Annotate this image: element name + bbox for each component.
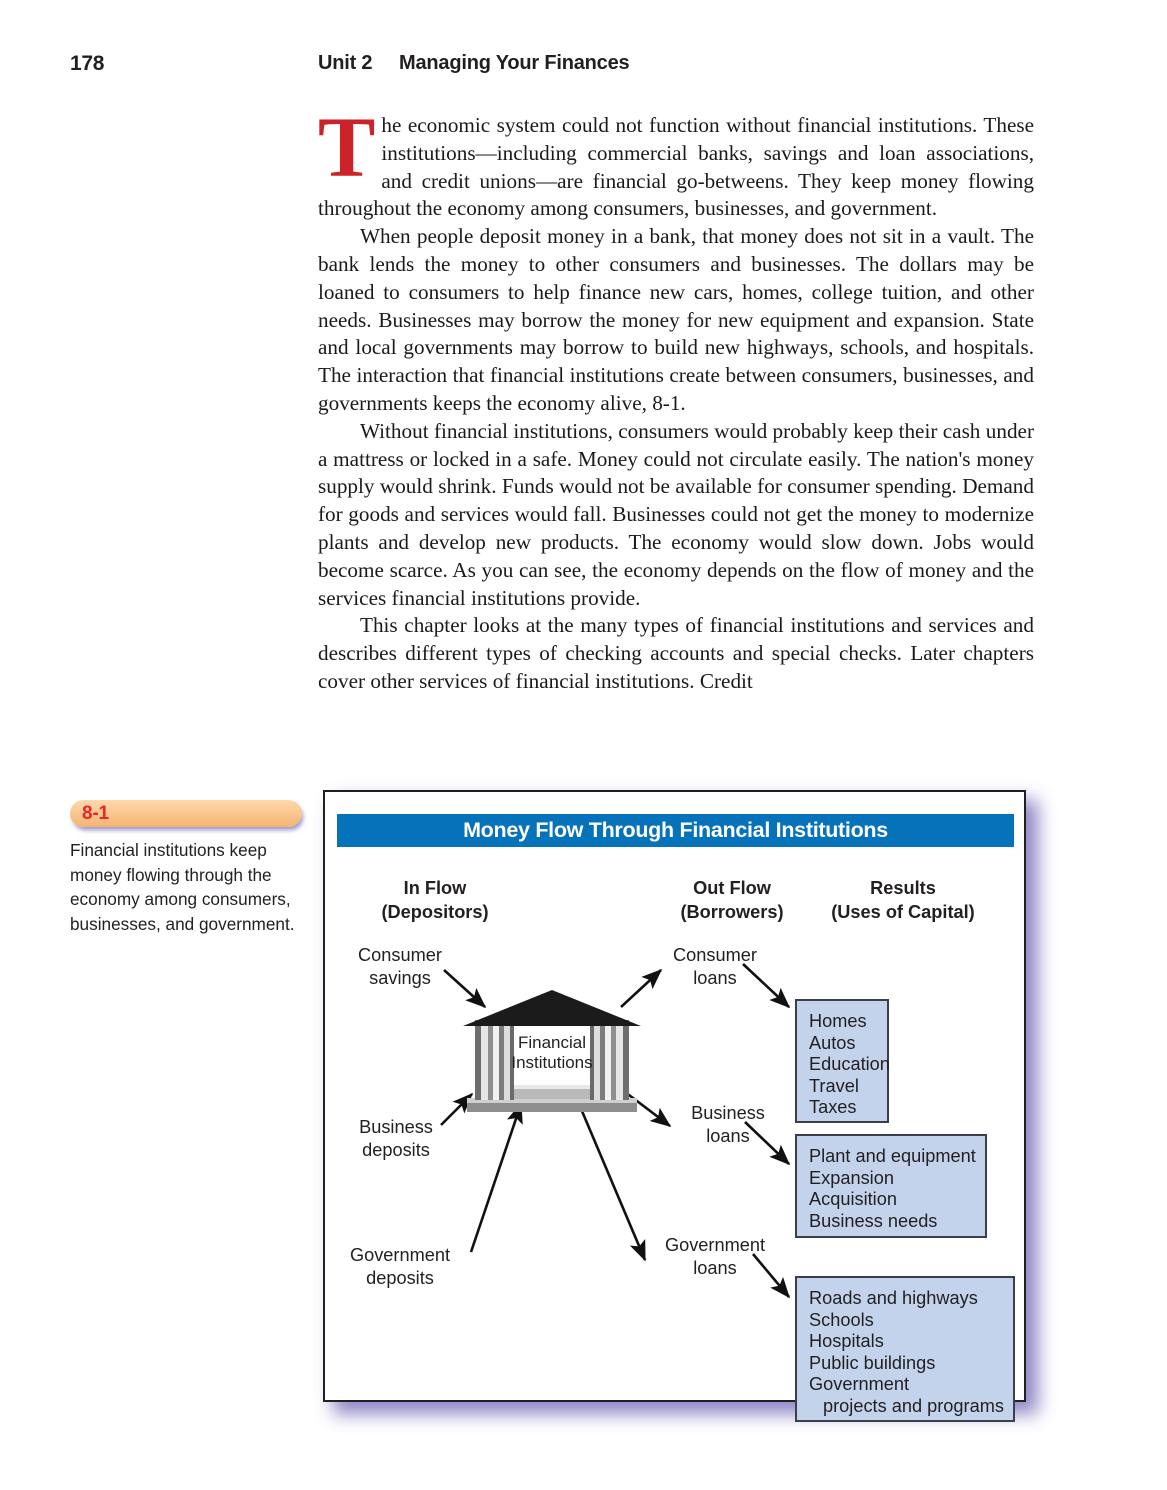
- running-head-title: Managing Your Finances: [399, 52, 630, 74]
- flow-label-business-deposits: [331, 1116, 461, 1162]
- figure-frame: [323, 790, 1026, 1416]
- result-item: Autos: [809, 1032, 856, 1053]
- result-item: Schools: [809, 1309, 874, 1330]
- flow-label-consumer-savings-line1: Consumer: [358, 945, 442, 965]
- column-head-results-line1: Results: [870, 878, 936, 898]
- financial-institution-building-icon: [459, 984, 645, 1116]
- paragraph-4: This chapter looks at the many types of financial institutions and services and describes different types of checking accounts and special checks. Later chapters cover other services of financial institutions. Credit: [318, 613, 1034, 693]
- flow-label-government-deposits-line1: Government: [349, 1245, 451, 1265]
- flow-label-business-loans-line2: loans: [706, 1126, 750, 1146]
- column-head-in-flow-line2: (Depositors): [381, 902, 489, 922]
- result-item: Public buildings: [809, 1352, 936, 1373]
- arrow-government-deposits: [471, 1104, 521, 1252]
- flow-label-business-loans-line1: Business: [691, 1103, 765, 1123]
- building-left-columns: [475, 1020, 514, 1100]
- result-item: Roads and highways: [809, 1288, 978, 1308]
- column-head-out-flow-line2: (Borrowers): [680, 902, 784, 922]
- body-column: [318, 99, 1034, 696]
- flow-label-consumer-savings-line2: savings: [369, 968, 431, 988]
- result-item: Education: [809, 1054, 890, 1074]
- running-head: [0, 52, 1167, 82]
- center-node-line1: Financial: [517, 1033, 587, 1052]
- flow-label-government-loans: [645, 1234, 785, 1280]
- flow-label-government-deposits-line2: deposits: [366, 1268, 434, 1288]
- page-number: 178: [70, 52, 105, 75]
- column-head-in-flow-line1: In Flow: [403, 878, 467, 898]
- figure-title: Money Flow Through Financial Institutions: [463, 818, 888, 842]
- result-item: Expansion: [809, 1167, 894, 1188]
- figure-number: 8-1: [82, 803, 109, 824]
- result-box-government: [795, 1276, 1015, 1422]
- figure-number-pill: [70, 800, 302, 827]
- result-box-business: [795, 1134, 987, 1238]
- result-item: Homes: [809, 1011, 867, 1031]
- running-head-unit: Unit 2: [318, 52, 373, 74]
- result-box-consumer: [795, 999, 889, 1123]
- flow-label-consumer-loans-line1: Consumer: [673, 945, 757, 965]
- column-head-out-flow-line1: Out Flow: [693, 878, 771, 898]
- paragraph-1: [318, 99, 1034, 223]
- result-item: Business needs: [809, 1210, 938, 1231]
- column-head-results-line2: (Uses of Capital): [831, 902, 975, 922]
- figure-caption-block: [70, 800, 306, 936]
- flow-label-business-deposits-line1: Business: [359, 1117, 433, 1137]
- flow-label-consumer-savings: [335, 944, 465, 990]
- flow-label-government-loans-line2: loans: [693, 1258, 737, 1278]
- figure-caption-text: Financial institutions keep money flowing through the economy among consumers, businesses, and government.: [70, 840, 295, 934]
- flow-label-consumer-loans-line2: loans: [693, 968, 737, 988]
- result-item: Taxes: [809, 1097, 857, 1117]
- paragraph-2: When people deposit money in a bank, that money does not sit in a vault. The bank lends the money to other consumers and businesses. The dollars may be loaned to consumers to help finance new cars, homes, college tuition, and other needs. Businesses may borrow the money for new equipment and expansion. State and local governments may borrow to build new highways, schools, and hospitals. The interaction that financial institutions create between consumers, businesses, and governments keeps the economy alive, 8-1.: [318, 224, 1034, 415]
- result-item: Travel: [809, 1075, 859, 1096]
- paragraph-3: Without financial institutions, consumers would probably keep their cash under a mattress or locked in a safe. Money could not circulate easily. The nation's money supply would shrink. Funds would not be available for consumer spending. Demand for goods and services would fall. Businesses could not get the money to modernize plants and develop new products. The economy would slow down. Jobs would become scarce. As you can see, the economy depends on the flow of money and the services financial institutions provide.: [318, 418, 1034, 610]
- flow-label-business-loans: [668, 1102, 788, 1148]
- center-node-line2: Institutions: [511, 1053, 593, 1072]
- figure-money-flow: [323, 790, 1034, 1416]
- result-item: Hospitals: [809, 1331, 884, 1351]
- result-item: Acquisition: [809, 1189, 897, 1209]
- building-roof: [463, 990, 641, 1026]
- drop-cap: T: [318, 99, 376, 195]
- arrow-government-loans: [579, 1104, 645, 1260]
- paragraph-1-text: he economic system could not function without financial institutions. These institutions—including commercial banks, savings and loan associations, and credit unions—are financial go-betweens. They keep money flowing throughout the economy among consumers, businesses, and government.: [318, 113, 1034, 221]
- result-item: Plant and equipment: [809, 1146, 976, 1166]
- result-item: Government: [809, 1374, 910, 1394]
- building-right-columns: [590, 1020, 629, 1100]
- result-item: projects and programs: [823, 1395, 1004, 1416]
- flow-label-government-loans-line1: Government: [664, 1235, 766, 1255]
- flow-label-government-deposits: [325, 1244, 475, 1290]
- flow-label-business-deposits-line2: deposits: [362, 1140, 430, 1160]
- flow-label-consumer-loans: [655, 944, 775, 990]
